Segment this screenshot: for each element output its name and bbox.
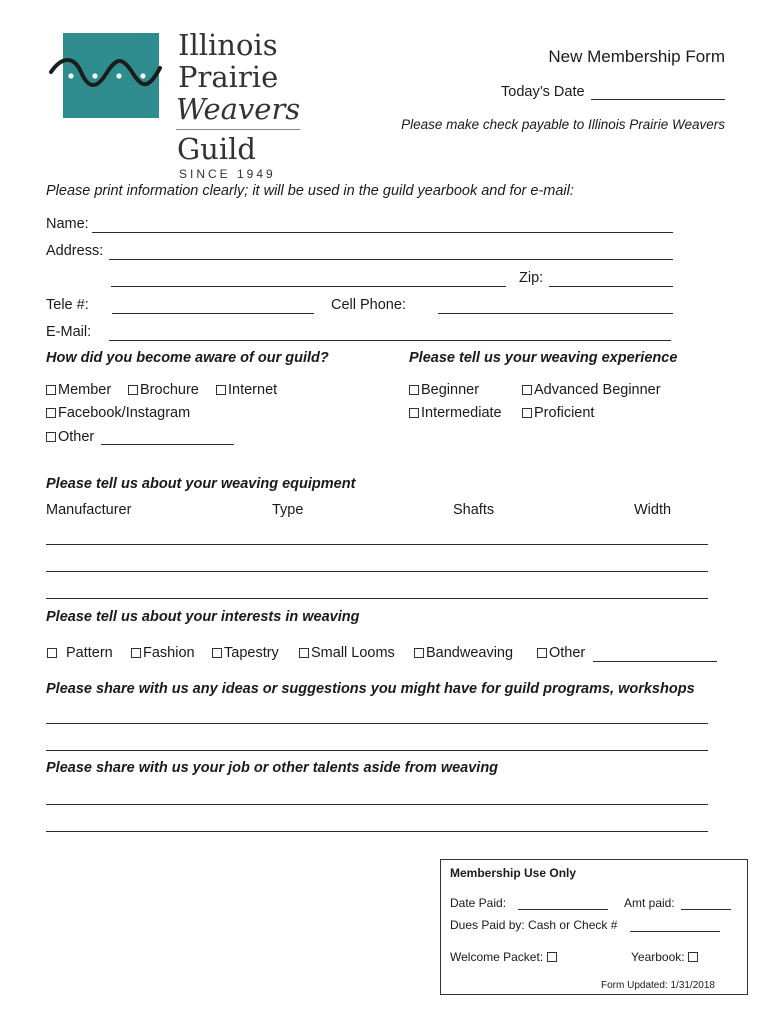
- checkbox[interactable]: [409, 385, 419, 395]
- address-line2-field[interactable]: [111, 286, 506, 287]
- tele-field[interactable]: [112, 313, 314, 314]
- checkbox[interactable]: [409, 408, 419, 418]
- logo-name-line1: Illinois: [178, 28, 278, 62]
- equipment-col-type: Type: [272, 502, 304, 518]
- logo-name-line3: Weavers: [176, 92, 301, 126]
- logo-name-line4: Guild: [177, 132, 256, 166]
- welcome-packet-label: Welcome Packet:: [450, 950, 559, 964]
- welcome-packet-checkbox[interactable]: [547, 952, 557, 962]
- cell-phone-label: Cell Phone:: [331, 297, 406, 313]
- aware-option-member[interactable]: Member: [46, 382, 111, 398]
- ideas-heading: Please share with us any ideas or suggestions you might have for guild programs, workshops: [46, 681, 695, 697]
- amt-paid-field[interactable]: [681, 909, 731, 910]
- dues-paid-label: Dues Paid by: Cash or Check #: [450, 918, 618, 932]
- interest-option-tapestry[interactable]: Tapestry: [212, 645, 279, 661]
- checkbox[interactable]: [414, 648, 424, 658]
- checkbox[interactable]: [522, 385, 532, 395]
- interest-other-field[interactable]: [593, 661, 717, 662]
- experience-option-proficient[interactable]: Proficient: [522, 405, 594, 421]
- cell-phone-field[interactable]: [438, 313, 673, 314]
- interest-option-bandweaving[interactable]: Bandweaving: [414, 645, 513, 661]
- experience-option-beginner[interactable]: Beginner: [409, 382, 479, 398]
- check-number-field[interactable]: [630, 931, 720, 932]
- zip-label: Zip:: [519, 270, 544, 286]
- talents-heading: Please share with us your job or other talents aside from weaving: [46, 760, 499, 776]
- address-field[interactable]: [109, 259, 673, 260]
- aware-option-internet[interactable]: Internet: [216, 382, 277, 398]
- interest-option-fashion[interactable]: Fashion: [131, 645, 195, 661]
- interest-option-small-looms[interactable]: Small Looms: [299, 645, 395, 661]
- experience-option-advanced-beginner[interactable]: Advanced Beginner: [522, 382, 661, 398]
- logo-wave-icon: [48, 52, 168, 102]
- logo-since: SINCE 1949: [179, 167, 276, 181]
- email-label: E-Mail:: [46, 324, 92, 340]
- checkbox[interactable]: [46, 432, 56, 442]
- ideas-field[interactable]: [46, 723, 708, 724]
- aware-option-other[interactable]: Other: [46, 429, 94, 445]
- date-paid-field[interactable]: [518, 909, 608, 910]
- aware-option-facebook[interactable]: Facebook/Instagram: [46, 405, 190, 421]
- yearbook-checkbox[interactable]: [688, 952, 698, 962]
- address-label: Address:: [46, 243, 104, 259]
- membership-use-title: Membership Use Only: [450, 866, 577, 880]
- name-field[interactable]: [92, 232, 673, 233]
- membership-use-box: [440, 859, 748, 995]
- equipment-col-width: Width: [634, 502, 672, 518]
- interest-option-other[interactable]: Other: [537, 645, 585, 661]
- checkbox[interactable]: [537, 648, 547, 658]
- form-updated-note: Form Updated: 1/31/2018: [601, 980, 715, 991]
- tele-label: Tele #:: [46, 297, 89, 313]
- aware-other-field[interactable]: [101, 444, 234, 445]
- aware-heading: How did you become aware of our guild?: [46, 350, 329, 366]
- checkbox[interactable]: [46, 408, 56, 418]
- email-field[interactable]: [109, 340, 671, 341]
- equipment-row-field[interactable]: [46, 544, 708, 545]
- checkbox[interactable]: [212, 648, 222, 658]
- date-paid-label: Date Paid:: [450, 896, 507, 910]
- form-title: New Membership Form: [548, 47, 725, 66]
- equipment-col-manufacturer: Manufacturer: [46, 502, 132, 518]
- todays-date-field[interactable]: [591, 99, 725, 100]
- equipment-row-field[interactable]: [46, 598, 708, 599]
- ideas-field[interactable]: [46, 750, 708, 751]
- experience-heading: Please tell us your weaving experience: [409, 350, 678, 366]
- check-payable-note: Please make check payable to Illinois Prairie Weavers: [401, 117, 725, 132]
- aware-option-brochure[interactable]: Brochure: [128, 382, 199, 398]
- name-label: Name:: [46, 216, 89, 232]
- equipment-col-shafts: Shafts: [453, 502, 495, 518]
- intro-instruction: Please print information clearly; it will be used in the guild yearbook and for e-mail:: [46, 183, 574, 199]
- checkbox[interactable]: [46, 385, 56, 395]
- checkbox[interactable]: [299, 648, 309, 658]
- checkbox[interactable]: [216, 385, 226, 395]
- talents-field[interactable]: [46, 831, 708, 832]
- checkbox[interactable]: [522, 408, 532, 418]
- yearbook-label: Yearbook:: [631, 950, 700, 964]
- interest-option-pattern[interactable]: Pattern: [47, 645, 113, 661]
- logo-name-line2: Prairie: [178, 60, 279, 94]
- amt-paid-label: Amt paid:: [624, 896, 675, 910]
- talents-field[interactable]: [46, 804, 708, 805]
- equipment-row-field[interactable]: [46, 571, 708, 572]
- checkbox[interactable]: [47, 648, 57, 658]
- logo-divider: [176, 129, 300, 130]
- interests-heading: Please tell us about your interests in weaving: [46, 609, 360, 625]
- checkbox[interactable]: [131, 648, 141, 658]
- todays-date-label: Today’s Date: [501, 84, 585, 100]
- equipment-heading: Please tell us about your weaving equipment: [46, 476, 356, 492]
- zip-field[interactable]: [549, 286, 673, 287]
- experience-option-intermediate[interactable]: Intermediate: [409, 405, 502, 421]
- checkbox[interactable]: [128, 385, 138, 395]
